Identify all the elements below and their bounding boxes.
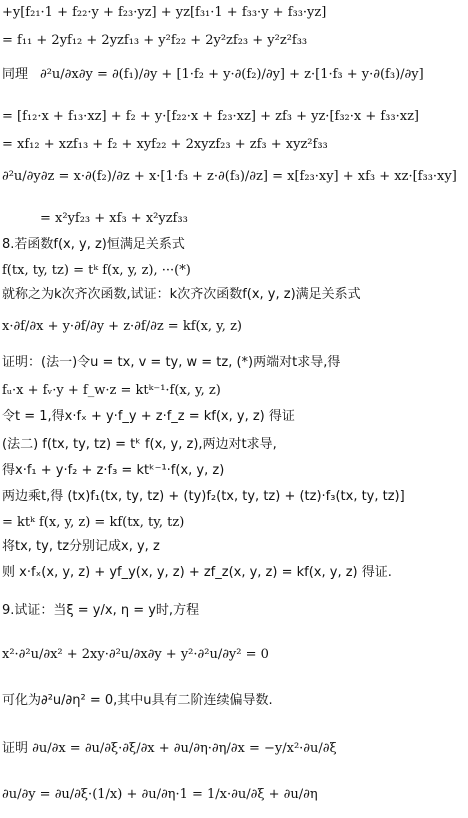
equation-line: f(tx, ty, tz) = tᵏ f(x, y, z), ···(*) bbox=[2, 263, 191, 278]
text-line: 令t = 1,得x·fₓ + y·f_y + z·f_z = kf(x, y, z) 得证 bbox=[2, 409, 295, 424]
equation-line: = xf₁₂ + xzf₁₃ + f₂ + xyf₂₂ + 2xyzf₂₃ + zf₃ + xyz²f₃₃ bbox=[2, 137, 328, 152]
text-line: 两边乘t,得 (tx)f₁(tx, ty, tz) + (ty)f₂(tx, ty, tz) + (tz)·f₃(tx, ty, tz)] bbox=[2, 489, 405, 504]
text-line: 可化为∂²u/∂η² = 0,其中u具有二阶连续偏导数. bbox=[2, 693, 273, 708]
text-line: 就称之为k次齐次函数,试证：k次齐次函数f(x, y, z)满足关系式 bbox=[2, 287, 361, 302]
equation-line: = x²yf₂₃ + xf₃ + x²yzf₃₃ bbox=[40, 211, 188, 226]
equation-line: +y[f₂₁·1 + f₂₂·y + f₂₃·yz] + yz[f₃₁·1 + f₃₃·y + f₃₃·yz] bbox=[2, 5, 327, 20]
equation-line: ∂u/∂y = ∂u/∂ξ·(1/x) + ∂u/∂η·1 = 1/x·∂u/∂ξ + ∂u/∂η bbox=[2, 787, 318, 802]
equation-line: ∂²u/∂y∂z = x·∂(f₂)/∂z + x·[1·f₃ + z·∂(f₃)/∂z] = x[f₂₃·xy] + xf₃ + xz·[f₃₃·xy] bbox=[2, 169, 457, 184]
text-line: 证明：(法一)令u = tx, v = ty, w = tz, (*)两端对t求导,得 bbox=[2, 355, 341, 370]
problem-9-statement: 9.试证：当ξ = y/x, η = y时,方程 bbox=[2, 603, 200, 618]
text-line: 将tx, ty, tz分别记成x, y, z bbox=[2, 539, 160, 554]
text-line: 得x·f₁ + y·f₂ + z·f₃ = ktᵏ⁻¹·f(x, y, z) bbox=[2, 463, 225, 478]
equation-line: = f₁₁ + 2yf₁₂ + 2yzf₁₃ + y²f₂₂ + 2y²zf₂₃ + y²z²f₃₃ bbox=[2, 33, 308, 48]
equation-line: fᵤ·x + fᵥ·y + f_w·z = ktᵏ⁻¹·f(x, y, z) bbox=[2, 383, 221, 398]
equation-line: 证明 ∂u/∂x = ∂u/∂ξ·∂ξ/∂x + ∂u/∂η·∂η/∂x = −y/x²·∂u/∂ξ bbox=[2, 741, 337, 756]
text-line: 则 x·fₓ(x, y, z) + yf_y(x, y, z) + zf_z(x, y, z) = kf(x, y, z) 得证. bbox=[2, 565, 392, 580]
text-label-tongli: 同理 bbox=[2, 67, 29, 82]
equation-line: = ktᵏ f(x, y, z) = kf(tx, ty, tz) bbox=[2, 515, 185, 530]
problem-8-statement: 8.若函数f(x, y, z)恒满足关系式 bbox=[2, 237, 185, 252]
equation-line: x·∂f/∂x + y·∂f/∂y + z·∂f/∂z = kf(x, y, z) bbox=[2, 319, 242, 334]
equation-line: = [f₁₂·x + f₁₃·xz] + f₂ + y·[f₂₂·x + f₂₃·xz] + zf₃ + yz·[f₃₂·x + f₃₃·xz] bbox=[2, 109, 419, 124]
text-line: (法二) f(tx, ty, tz) = tᵏ f(x, y, z),两边对t求导, bbox=[2, 437, 277, 452]
equation-line: ∂²u/∂x∂y = ∂(f₁)/∂y + [1·f₂ + y·∂(f₂)/∂y] + z·[1·f₃ + y·∂(f₃)/∂y] bbox=[40, 67, 424, 82]
equation-line: x²·∂²u/∂x² + 2xy·∂²u/∂x∂y + y²·∂²u/∂y² = 0 bbox=[2, 647, 269, 662]
